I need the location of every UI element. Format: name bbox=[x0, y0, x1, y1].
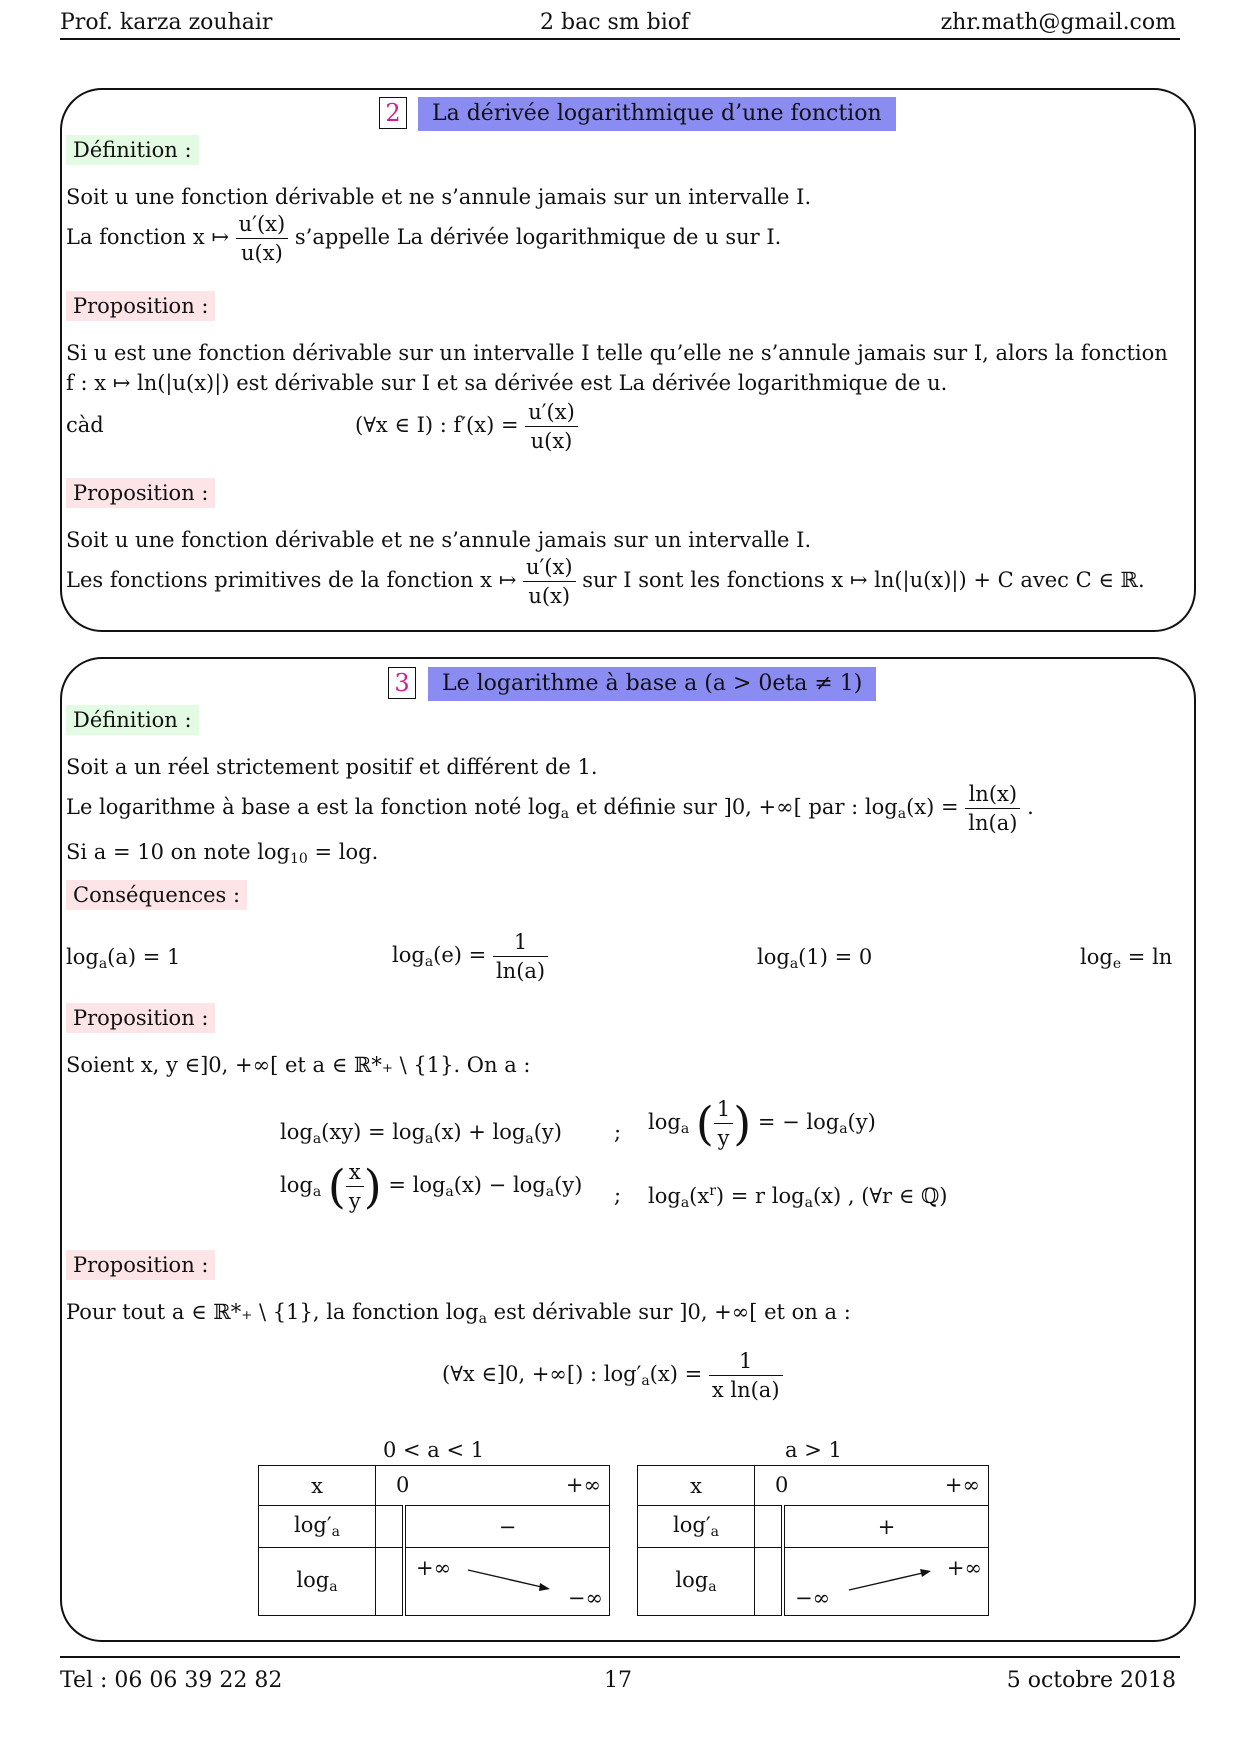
proposition-tag: Proposition : bbox=[66, 1003, 215, 1033]
formula-part: (x bbox=[689, 1184, 710, 1208]
footer-phone: Tel : 06 06 39 22 82 bbox=[60, 1668, 283, 1693]
prop3-line-1: Soient x, y ∈]0, +∞[ et a ∈ ℝ*₊ \ {1}. On a : bbox=[66, 1053, 531, 1077]
variation-table-2 bbox=[637, 1465, 989, 1616]
subscript: a bbox=[445, 1184, 454, 1200]
subscript: a bbox=[425, 1131, 434, 1147]
header-class: 2 bac sm biof bbox=[540, 10, 690, 35]
formula-log-product bbox=[280, 1120, 562, 1147]
prop2-line-1: Soit u une fonction dérivable et ne s’annule jamais sur un intervalle I. bbox=[66, 528, 812, 552]
consequence-4 bbox=[1080, 945, 1172, 972]
footer-date: 5 octobre 2018 bbox=[1006, 1668, 1176, 1693]
frac-num: 1 bbox=[493, 928, 548, 957]
table-sign: + bbox=[783, 1506, 989, 1548]
prop1-line-2: f : x ↦ ln(|u(x)|) est dérivable sur I et sa dérivée est La dérivée logarithmique de u. bbox=[66, 371, 948, 395]
formula-part: (∀x ∈]0, +∞[) : log′ bbox=[442, 1362, 642, 1386]
formula-part: = − log bbox=[757, 1110, 840, 1134]
formula-part: ) = r log bbox=[715, 1184, 805, 1208]
log-word: log bbox=[66, 945, 99, 969]
table-sign: − bbox=[404, 1506, 610, 1548]
definition-tag: Définition : bbox=[66, 135, 199, 165]
fraction bbox=[523, 553, 576, 610]
log-word: log′ bbox=[294, 1513, 332, 1537]
section-2-number: 2 bbox=[379, 97, 407, 129]
log-word: log bbox=[675, 1568, 709, 1592]
log-word: log bbox=[296, 1568, 330, 1592]
table-1-caption: 0 < a < 1 bbox=[383, 1438, 485, 1462]
def-line-2-post: s’appelle La dérivée logarithmique de u sur I. bbox=[294, 225, 782, 249]
log-word: log bbox=[648, 1110, 681, 1134]
paren-left: ( bbox=[327, 1159, 346, 1214]
subscript: a bbox=[478, 1311, 487, 1327]
fraction bbox=[709, 1347, 783, 1404]
formula-part: (y) bbox=[847, 1110, 876, 1134]
fraction bbox=[493, 928, 548, 985]
consequence-3 bbox=[757, 945, 872, 972]
subscript: a bbox=[641, 1373, 650, 1389]
frac-num: u′(x) bbox=[236, 210, 289, 239]
table-top-value: +∞ bbox=[946, 1556, 982, 1580]
log-word: log bbox=[392, 943, 425, 967]
frac-num: 1 bbox=[709, 1347, 783, 1376]
def-line-2 bbox=[66, 210, 781, 267]
header-rule bbox=[60, 38, 1180, 40]
header-author: Prof. karza zouhair bbox=[60, 10, 273, 35]
log-word: log bbox=[648, 1184, 681, 1208]
fraction bbox=[346, 1158, 364, 1215]
subscript: a bbox=[789, 956, 799, 972]
frac-den: ln(a) bbox=[495, 959, 546, 983]
subscript: a bbox=[804, 1195, 813, 1211]
def3-line-3 bbox=[66, 840, 378, 867]
def3-line-3-post: = log. bbox=[314, 840, 379, 864]
paren-right: ) bbox=[733, 1096, 752, 1151]
fraction bbox=[525, 398, 578, 455]
subscript: a bbox=[545, 1184, 555, 1200]
log-word: log bbox=[280, 1120, 313, 1144]
formula-part: (xy) = log bbox=[321, 1120, 426, 1144]
table-bottom-value: −∞ bbox=[795, 1586, 831, 1610]
formula-part: = log bbox=[388, 1173, 446, 1197]
prop2-line-2-post: sur I sont les fonctions x ↦ ln(|u(x)|) + C avec C ∈ ℝ. bbox=[582, 568, 1145, 592]
subscript: a bbox=[312, 1184, 322, 1200]
footer-rule bbox=[60, 1656, 1180, 1658]
subscript: a bbox=[708, 1579, 717, 1595]
consequence-1-text: (a) = 1 bbox=[107, 945, 181, 969]
subscript: a bbox=[560, 806, 570, 822]
formula-log-inverse bbox=[648, 1095, 876, 1152]
def3-line-2-mid: et définie sur ]0, +∞[ par : log bbox=[575, 795, 898, 819]
subscript: a bbox=[312, 1131, 322, 1147]
frac-num: u′(x) bbox=[525, 398, 578, 427]
subscript: a bbox=[331, 1524, 340, 1540]
frac-den: u(x) bbox=[528, 584, 571, 608]
prop2-line-2-pre: Les fonctions primitives de la fonction x ↦ bbox=[66, 568, 517, 592]
subscript: a bbox=[897, 806, 907, 822]
prop2-line-2 bbox=[66, 553, 1145, 610]
subscript: a bbox=[680, 1121, 690, 1137]
header-email: zhr.math@gmail.com bbox=[940, 10, 1176, 35]
table-zero: 0 bbox=[775, 1473, 789, 1497]
proposition-tag: Proposition : bbox=[66, 1250, 215, 1280]
formula-derivative bbox=[442, 1347, 783, 1404]
decreasing-arrow-icon bbox=[466, 1566, 556, 1596]
table-inf: +∞ bbox=[944, 1473, 980, 1497]
section-3-title: Le logarithme à base a (a > 0eta ≠ 1) bbox=[428, 667, 876, 701]
table-log-label bbox=[638, 1548, 755, 1616]
footer-page-number: 17 bbox=[604, 1668, 632, 1693]
separator: ; bbox=[614, 1120, 622, 1144]
table-x-values bbox=[376, 1466, 610, 1506]
def3-line-2 bbox=[66, 780, 1034, 837]
frac-num: u′(x) bbox=[523, 553, 576, 582]
table-derivative-label bbox=[259, 1506, 376, 1548]
def3-line-3-pre: Si a = 10 on note log bbox=[66, 840, 290, 864]
table-forbidden bbox=[755, 1506, 784, 1548]
fraction bbox=[714, 1095, 733, 1152]
prop4-line-1-pre: Pour tout a ∈ ℝ*₊ \ {1}, la fonction log bbox=[66, 1300, 479, 1324]
table-2-caption: a > 1 bbox=[785, 1438, 842, 1462]
table-x-label: x bbox=[259, 1466, 376, 1506]
table-x-label: x bbox=[638, 1466, 755, 1506]
fraction bbox=[965, 780, 1020, 837]
consequence-2 bbox=[392, 928, 548, 985]
formula-part: (x) , (∀r ∈ ℚ) bbox=[812, 1184, 948, 1208]
formula-log-quotient bbox=[280, 1158, 582, 1215]
table-x-values bbox=[755, 1466, 989, 1506]
subscript: a bbox=[98, 956, 108, 972]
table-derivative-label bbox=[638, 1506, 755, 1548]
fraction bbox=[236, 210, 289, 267]
consequence-3-text: (1) = 0 bbox=[798, 945, 873, 969]
subscript: a bbox=[839, 1121, 848, 1137]
section-3-number: 3 bbox=[388, 667, 416, 699]
paren-left: ( bbox=[695, 1096, 714, 1151]
def3-line-2-pre: Le logarithme à base a est la fonction noté log bbox=[66, 795, 561, 819]
log-word: log bbox=[280, 1173, 313, 1197]
formula-part: (y) bbox=[554, 1173, 583, 1197]
table-zero: 0 bbox=[396, 1473, 410, 1497]
def3-line-1: Soit a un réel strictement positif et différent de 1. bbox=[66, 755, 598, 779]
def-line-2-pre: La fonction x ↦ bbox=[66, 225, 229, 249]
frac-den: u(x) bbox=[241, 241, 283, 265]
prop1-formula-pre: (∀x ∈ I) : f′(x) = bbox=[355, 413, 519, 437]
subscript: e bbox=[1112, 956, 1122, 972]
def-line-1: Soit u une fonction dérivable et ne s’annule jamais sur un intervalle I. bbox=[66, 185, 812, 209]
variation-table-1 bbox=[258, 1465, 610, 1616]
table-log-label bbox=[259, 1548, 376, 1616]
separator: ; bbox=[614, 1183, 622, 1207]
frac-num: ln(x) bbox=[965, 780, 1020, 809]
subscript: a bbox=[329, 1579, 338, 1595]
consequence-4-text: = ln bbox=[1127, 945, 1173, 969]
subscript: a bbox=[710, 1524, 719, 1540]
table-forbidden bbox=[376, 1506, 405, 1548]
subscript: 10 bbox=[290, 851, 308, 867]
frac-den: u(x) bbox=[530, 429, 573, 453]
prop1-line-1: Si u est une fonction dérivable sur un intervalle I telle qu’elle ne s’annule jamais sur I, alors la fonction bbox=[66, 341, 1168, 365]
proposition-tag: Proposition : bbox=[66, 478, 215, 508]
def3-line-2-mid2: (x) = bbox=[906, 795, 959, 819]
frac-num: x bbox=[346, 1158, 364, 1187]
section-2-title: La dérivée logarithmique d’une fonction bbox=[418, 97, 896, 131]
formula-log-power bbox=[648, 1183, 947, 1211]
prop4-line-1-post: est dérivable sur ]0, +∞[ et on a : bbox=[493, 1300, 851, 1324]
table-inf: +∞ bbox=[565, 1473, 601, 1497]
frac-den: ln(a) bbox=[968, 811, 1018, 835]
subscript: a bbox=[525, 1131, 534, 1147]
prop1-cad: càd bbox=[66, 413, 104, 437]
frac-num: 1 bbox=[714, 1095, 733, 1124]
table-variation bbox=[783, 1548, 989, 1616]
frac-den: y bbox=[348, 1189, 361, 1213]
table-top-value: +∞ bbox=[416, 1556, 452, 1580]
log-word: log bbox=[757, 945, 790, 969]
prop1-formula bbox=[355, 398, 578, 455]
frac-den: y bbox=[717, 1126, 730, 1150]
consequence-2-text: (e) = bbox=[433, 943, 487, 967]
formula-part: (x) + log bbox=[433, 1120, 526, 1144]
consequences-tag: Conséquences : bbox=[66, 880, 247, 910]
superscript: r bbox=[709, 1183, 716, 1199]
proposition-tag: Proposition : bbox=[66, 291, 215, 321]
formula-part: (x) = bbox=[649, 1362, 703, 1386]
table-variation bbox=[404, 1548, 610, 1616]
subscript: a bbox=[424, 954, 434, 970]
formula-part: (y) bbox=[533, 1120, 562, 1144]
table-forbidden bbox=[755, 1548, 784, 1616]
paren-right: ) bbox=[363, 1159, 382, 1214]
subscript: a bbox=[680, 1195, 690, 1211]
definition-tag: Définition : bbox=[66, 705, 199, 735]
increasing-arrow-icon bbox=[847, 1566, 937, 1596]
def3-line-2-end: . bbox=[1027, 795, 1034, 819]
frac-den: x ln(a) bbox=[711, 1378, 780, 1402]
log-word: log bbox=[1080, 945, 1113, 969]
prop4-line-1 bbox=[66, 1300, 851, 1327]
table-forbidden bbox=[376, 1548, 405, 1616]
log-word: log′ bbox=[673, 1513, 711, 1537]
consequence-1 bbox=[66, 945, 180, 972]
formula-part: (x) − log bbox=[453, 1173, 546, 1197]
table-bottom-value: −∞ bbox=[567, 1586, 603, 1610]
